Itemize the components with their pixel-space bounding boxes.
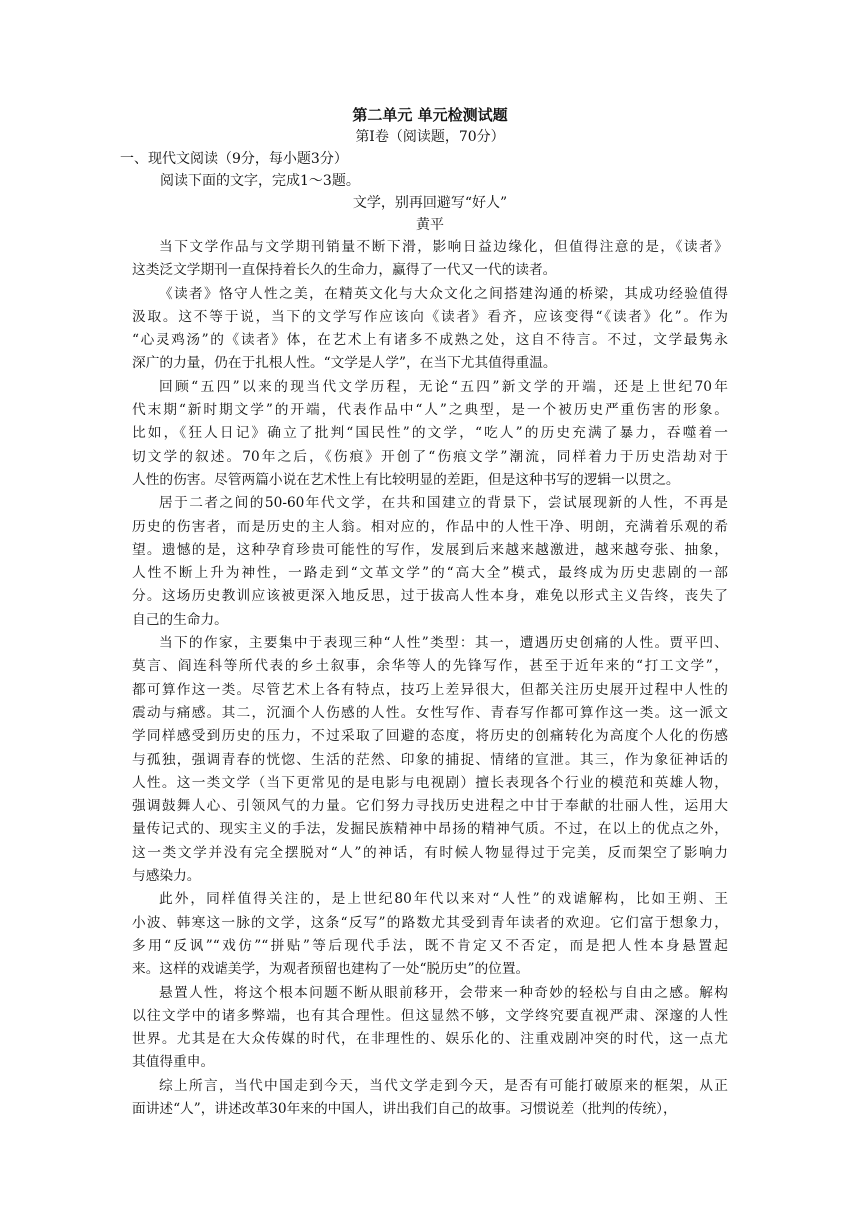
article-paragraph <box>132 632 728 888</box>
paragraph-line: 都可算作这一类。尽管艺术上各有特点，技巧上差异很大，但都关注历史展开过程中人性的 <box>132 681 728 698</box>
paragraph-line: 量传记式的、现实主义的手法，发掘民族精神中昂扬的精神气质。不过，在以上的优点之外， <box>132 821 728 838</box>
reading-instruction: 阅读下面的文字，完成1～3题。 <box>160 173 360 189</box>
article-paragraph <box>132 492 728 632</box>
article-paragraph <box>132 376 728 492</box>
paragraph-line: 以往文学中的诸多弊端，也有其合理性。但这显然不够，文学终究要直视严肃、深邃的人性 <box>132 1007 728 1024</box>
paragraph-line: 面讲述“人”，讲述改革30年来的中国人，讲出我们自己的故事。习惯说差（批判的传统）， <box>132 1100 677 1117</box>
paragraph-line: 《读者》恪守人性之美，在精英文化与大众文化之间搭建沟通的桥梁，其成功经验值得 <box>159 285 728 302</box>
paragraph-line: 望。遗憾的是，这种孕育珍贵可能性的写作，发展到后来越来越激进，越来越夸张、抽象， <box>132 541 728 558</box>
paragraph-line: 与孤独，强调青春的恍惚、生活的茫然、印象的捕捉、情绪的宣泄。其三，作为象征神话的 <box>132 751 728 768</box>
paragraph-line: 综上所言，当代中国走到今天，当代文学走到今天，是否有可能打破原来的框架，从正 <box>159 1077 728 1094</box>
article-paragraph <box>132 888 728 981</box>
paragraph-line: 居于二者之间的50-60年代文学，在共和国建立的背景下，尝试展现新的人性，不再是 <box>159 495 728 512</box>
section-heading: 一、现代文阅读（9分，每小题3分） <box>120 151 348 167</box>
paragraph-line: 自己的生命力。 <box>132 611 228 628</box>
paragraph-line: 回顾“五四”以来的现当代文学历程，无论“五四”新文学的开端，还是上世纪70年 <box>159 378 728 395</box>
article-paragraph <box>132 1075 728 1122</box>
paragraph-line: 悬置人性，将这个根本问题不断从眼前移开，会带来一种奇妙的轻松与自由之感。解构 <box>159 984 728 1001</box>
article-body <box>132 236 728 1121</box>
paragraph-line: 来。这样的戏谑美学，为观者预留也建构了一处“脱历史”的位置。 <box>132 961 530 978</box>
article-title: 文学，别再回避写“好人” <box>352 195 508 211</box>
paragraph-line: 当下的作家，主要集中于表现三种“人性”类型：其一，遭遇历史创痛的人性。贾平凹、 <box>159 635 728 652</box>
paragraph-line: 与感染力。 <box>132 868 201 885</box>
paragraph-line: 其值得重申。 <box>132 1054 215 1071</box>
paragraph-line: 多用“反讽”“戏仿”“拼贴”等后现代手法，既不肯定又不否定，而是把人性本身悬置起 <box>132 937 728 954</box>
article-paragraph <box>132 236 728 283</box>
paragraph-line: 人性的伤害。尽管两篇小说在艺术性上有比较明显的差距，但是这种书写的逻辑一以贯之。 <box>132 471 680 488</box>
paragraph-line: 分。这场历史教训应该被更深入地反思，过于拔高人性本身，难免以形式主义告终，丧失了 <box>132 588 728 605</box>
exam-title: 第二单元 单元检测试题 <box>352 106 508 124</box>
paragraph-line: 学同样感受到历史的压力，不过采取了回避的态度，将历史的创痛转化为高度个人化的伤感 <box>132 728 728 745</box>
paragraph-line: 小波、韩寒这一脉的文学，这条“反写”的路数尤其受到青年读者的欢迎。它们富于想象力， <box>132 914 728 931</box>
paragraph-line: 代末期“新时期文学”的开端，代表作品中“人”之典型，是一个被历史严重伤害的形象。 <box>132 402 728 419</box>
paragraph-line: 强调鼓舞人心、引领风气的力量。它们努力寻找历史进程之中甘于奉献的壮丽人性，运用大 <box>132 798 728 815</box>
paragraph-line: 历史的伤害者，而是历史的主人翁。相对应的，作品中的人性干净、明朗，充满着乐观的希 <box>132 518 728 535</box>
article-paragraph <box>132 283 728 376</box>
paragraph-line: 汲取。这不等于说，当下的文学写作应该向《读者》看齐，应该变得“《读者》化”。作为 <box>132 308 728 325</box>
exam-subtitle: 第Ⅰ卷（阅读题，70分） <box>355 129 505 145</box>
paragraph-line: 深广的力量，仍在于扎根人性。“文学是人学”，在当下尤其值得重温。 <box>132 355 557 372</box>
paragraph-line: 人性。这一类文学（当下更常见的是电影与电视剧）擅长表现各个行业的模范和英雄人物， <box>132 774 728 791</box>
paragraph-line: 此外，同样值得关注的，是上世纪80年代以来对“人性”的戏谑解构，比如王朔、王 <box>159 891 728 908</box>
paragraph-line: “心灵鸡汤”的《读者》体，在艺术上有诸多不成熟之处，这自不待言。不过，文学最隽永 <box>132 332 728 349</box>
paragraph-line: 比如，《狂人日记》确立了批判“国民性”的文学，“吃人”的历史充满了暴力，吞噬着一 <box>132 425 728 442</box>
paragraph-line: 世界。尤其是在大众传媒的时代，在非理性的、娱乐化的、注重戏剧冲突的时代，这一点尤 <box>132 1031 728 1048</box>
paragraph-line: 这一类文学并没有完全摆脱对“人”的神话，有时候人物显得过于完美，反而架空了影响力 <box>132 844 728 861</box>
paragraph-line: 人性不断上升为神性，一路走到“文革文学”的“高大全”模式，最终成为历史悲剧的一部 <box>132 565 728 582</box>
paragraph-line: 震动与痛感。其二，沉湎个人伤感的人性。女性写作、青春写作都可算作这一类。这一派文 <box>132 704 728 721</box>
paragraph-line: 这类泛文学期刊一直保持着长久的生命力，赢得了一代又一代的读者。 <box>132 262 557 279</box>
paragraph-line: 莫言、阎连科等所代表的乡土叙事，余华等人的先锋写作，甚至于近年来的“打工文学”， <box>132 658 728 675</box>
document-page <box>120 104 728 1121</box>
article-paragraph <box>132 982 728 1075</box>
paragraph-line: 切文学的叙述。70年之后，《伤痕》开创了“伤痕文学”潮流，同样着力于历史浩劫对于 <box>132 448 728 465</box>
paragraph-line: 当下文学作品与文学期刊销量不断下滑，影响日益边缘化，但值得注意的是，《读者》 <box>159 239 728 255</box>
article-author: 黄平 <box>416 217 444 233</box>
